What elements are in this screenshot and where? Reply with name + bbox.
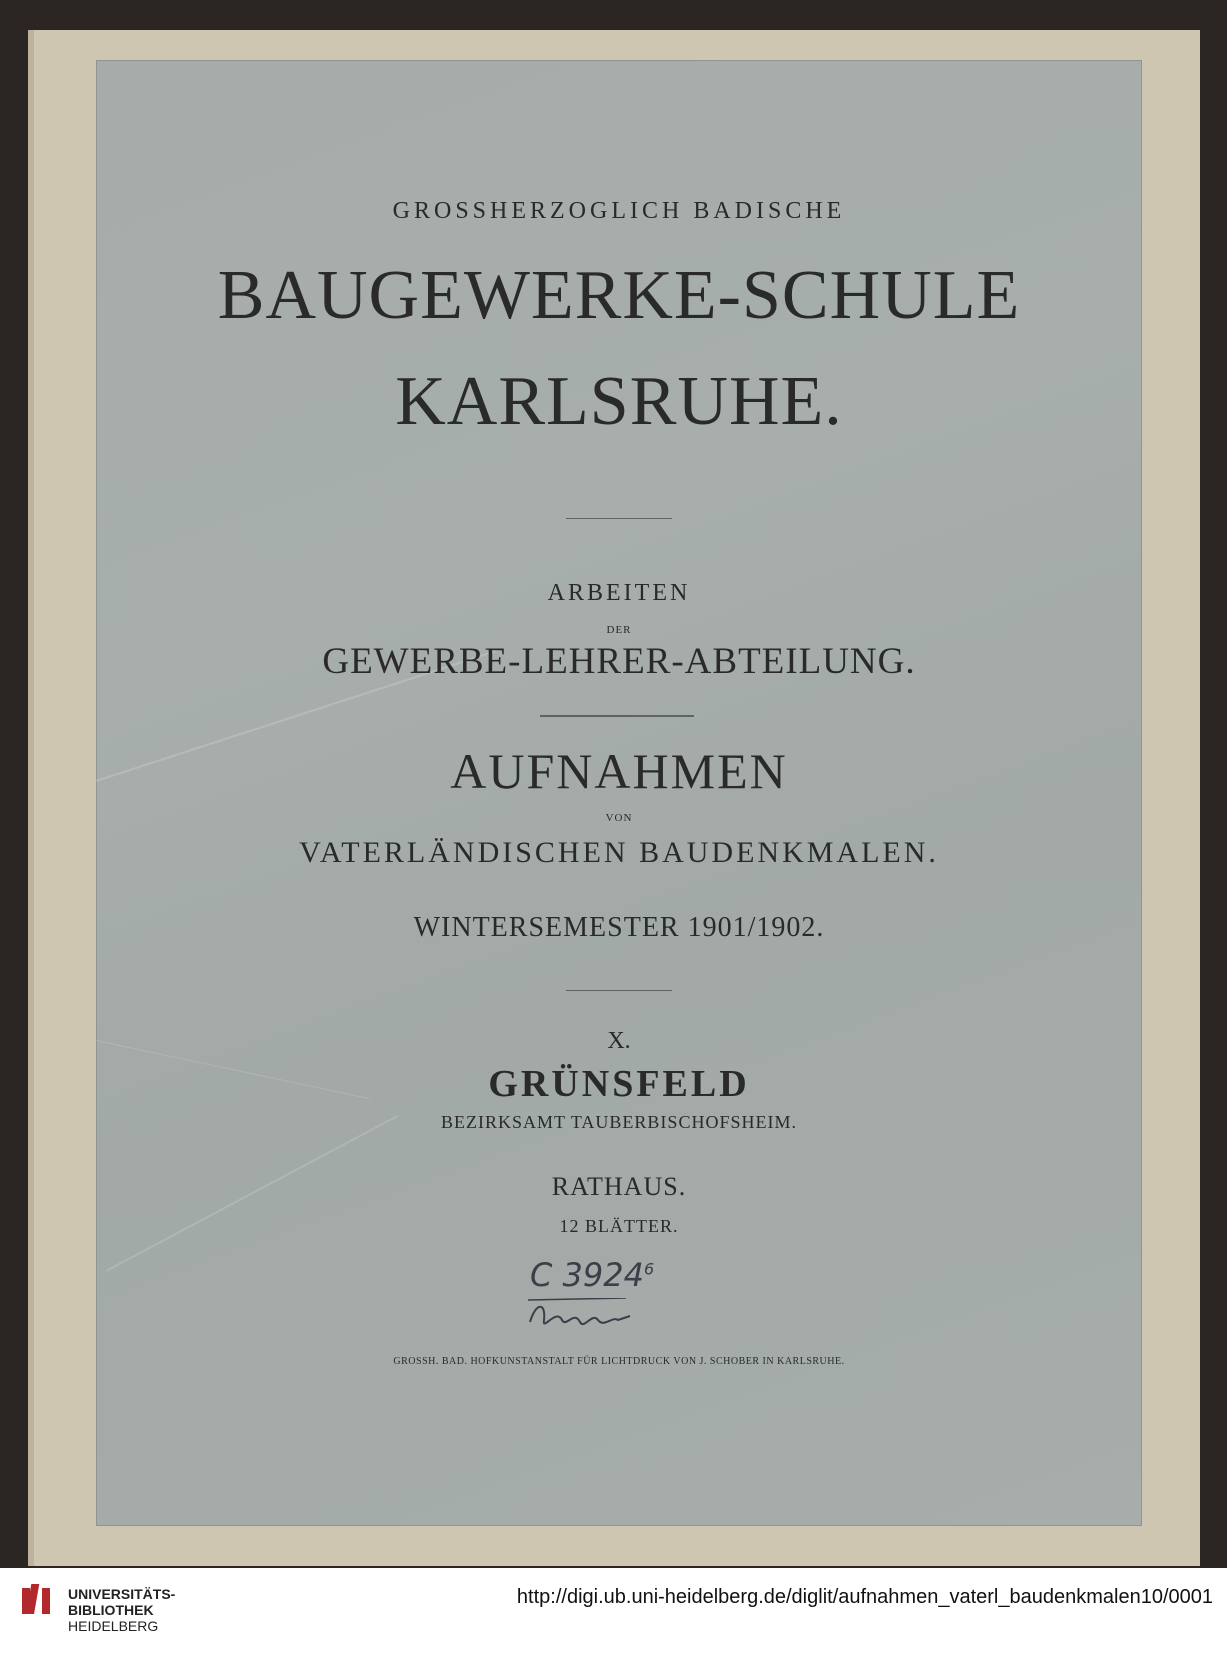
subject-heading: VATERLÄNDISCHEN BAUDENKMALEN. bbox=[299, 836, 939, 869]
arbeiten-heading: ARBEITEN bbox=[547, 580, 691, 606]
school-title: BAUGEWERKE-SCHULE bbox=[217, 257, 1021, 334]
department-heading: GEWERBE-LEHRER-ABTEILUNG. bbox=[322, 641, 916, 682]
der-small: DER bbox=[606, 624, 632, 636]
aufnahmen-heading: AUFNAHMEN bbox=[450, 743, 788, 799]
permalink[interactable]: http://digi.ub.uni-heidelberg.de/diglit/aufnahmen_vaterl_baudenkmalen10/0001 bbox=[516, 1586, 1213, 1608]
district-line: BEZIRKSAMT TAUBERBISCHOFSHEIM. bbox=[441, 1112, 797, 1132]
place-name: GRÜNSFELD bbox=[488, 1063, 750, 1105]
volume-number: X. bbox=[607, 1028, 631, 1054]
library-footer bbox=[0, 1568, 1227, 1656]
library-logo-icon bbox=[16, 1580, 56, 1620]
library-logo-text bbox=[68, 1586, 175, 1634]
semester-line: WINTERSEMESTER 1901/1902. bbox=[413, 912, 825, 943]
divider-rule bbox=[540, 715, 694, 717]
printer-credit: GROSSH. BAD. HOFKUNSTANSTALT FÜR LICHTDRUCK VON J. SCHOBER IN KARLSRUHE. bbox=[393, 1356, 845, 1367]
city-title: KARLSRUHE. bbox=[395, 363, 843, 440]
logo-line: UNIVERSITÄTS- bbox=[68, 1586, 176, 1602]
header-line: GROSSHERZOGLICH BADISCHE bbox=[392, 198, 846, 224]
logo-line: HEIDELBERG bbox=[68, 1618, 159, 1634]
logo-line: BIBLIOTHEK bbox=[68, 1602, 154, 1618]
sheet-count: 12 BLÄTTER. bbox=[559, 1216, 679, 1236]
von-small: VON bbox=[605, 812, 633, 824]
title-sheet bbox=[96, 60, 1142, 1526]
signature-scribble bbox=[526, 1298, 636, 1334]
divider-rule bbox=[566, 518, 672, 519]
shelfmark-handwriting: C 3924$^6$ bbox=[530, 1256, 655, 1294]
divider-rule bbox=[566, 990, 672, 991]
building-name: RATHAUS. bbox=[551, 1172, 687, 1201]
